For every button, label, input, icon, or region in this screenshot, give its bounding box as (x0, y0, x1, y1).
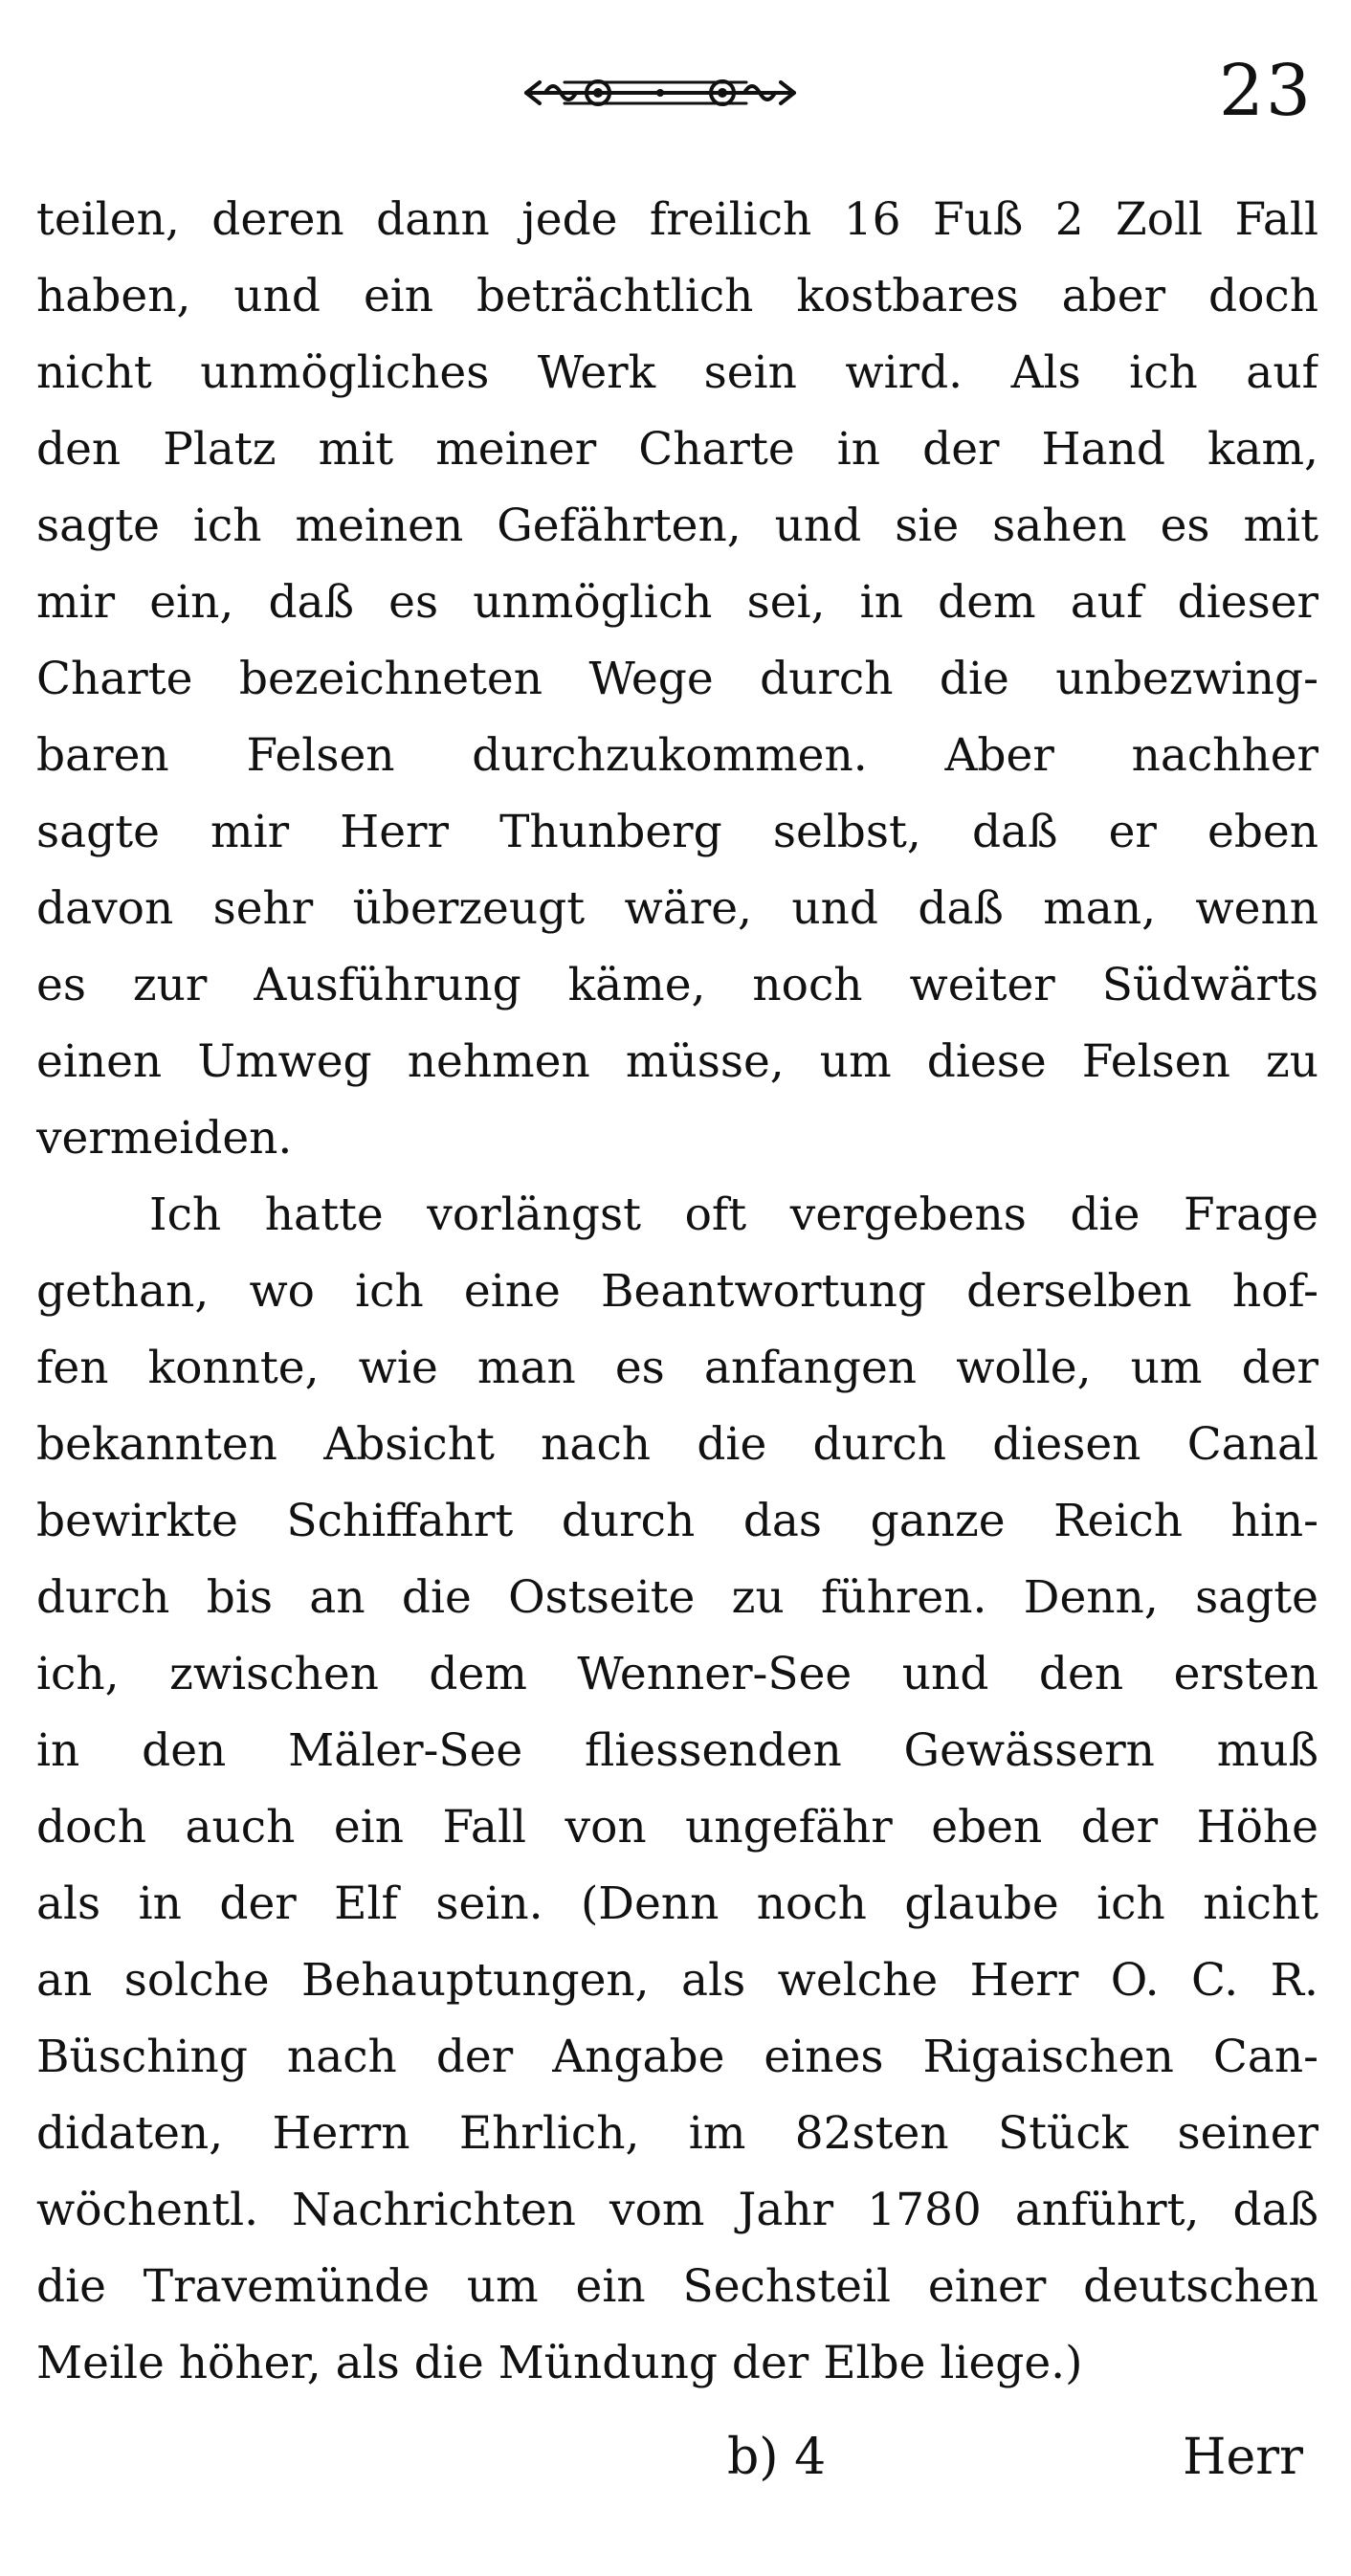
text-line: baren Felsen durchzukommen. Aber nachher (36, 729, 1318, 782)
text-line: Charte bezeichneten Wege durch die unbezwing- (36, 653, 1318, 705)
paragraph-start-line: Ich hatte vorlängst oft vergebens die Frage (149, 1188, 1318, 1241)
catchword: Herr (1183, 2429, 1303, 2486)
text-line: davon sehr überzeugt wäre, und daß man, wenn (36, 882, 1318, 935)
text-line: sagte mir Herr Thunberg selbst, daß er eben (36, 806, 1318, 858)
text-line: ich, zwischen dem Wenner-See und den ersten (36, 1648, 1318, 1700)
text-line: doch auch ein Fall von ungefähr eben der Höhe (36, 1801, 1318, 1854)
head-ornament-icon (507, 69, 813, 117)
text-line: nicht unmögliches Werk sein wird. Als ich auf (36, 346, 1318, 399)
text-line: es zur Ausführung käme, noch weiter Südwärts (36, 959, 1318, 1011)
body-text (36, 182, 1318, 2402)
text-line: als in der Elf sein. (Denn noch glaube ich nicht (36, 1877, 1318, 1930)
text-line: die Travemünde um ein Sechsteil einer deutschen (36, 2260, 1318, 2313)
text-line: durch bis an die Ostseite zu führen. Denn, sagte (36, 1571, 1318, 1624)
text-line: didaten, Herrn Ehrlich, im 82sten Stück seiner (36, 2107, 1318, 2160)
text-line: bekannten Absicht nach die durch diesen Canal (36, 1418, 1318, 1471)
text-line: vermeiden. (36, 1112, 293, 1165)
text-line: den Platz mit meiner Charte in der Hand kam, (36, 423, 1318, 476)
text-line: Meile höher, als die Mündung der Elbe liege.) (36, 2337, 1083, 2389)
text-line: fen konnte, wie man es anfangen wolle, um der (36, 1342, 1318, 1394)
text-line: in den Mäler-See fliessenden Gewässern muß (36, 1724, 1318, 1777)
page-footer (0, 2419, 1351, 2496)
text-line: gethan, wo ich eine Beantwortung derselben hof- (36, 1265, 1318, 1318)
text-line: haben, und ein beträchtlich kostbares aber doch (36, 270, 1318, 322)
text-line: mir ein, daß es unmöglich sei, in dem auf dieser (36, 576, 1318, 629)
signature-mark: b) 4 (727, 2429, 827, 2486)
page-number: 23 (1218, 50, 1313, 132)
text-line: an solche Behauptungen, als welche Herr O. C. R. (36, 1954, 1318, 2007)
text-line: Büsching nach der Angabe eines Rigaischen Can- (36, 2031, 1318, 2083)
text-line: bewirkte Schiffahrt durch das ganze Reich hin- (36, 1495, 1318, 1547)
text-line: einen Umweg nehmen müsse, um diese Felsen zu (36, 1035, 1318, 1088)
text-line: teilen, deren dann jede freilich 16 Fuß 2 Zoll Fall (36, 193, 1318, 246)
text-line: wöchentl. Nachrichten vom Jahr 1780 anführt, daß (36, 2184, 1318, 2236)
text-line: sagte ich meinen Gefährten, und sie sahen es mit (36, 500, 1318, 552)
